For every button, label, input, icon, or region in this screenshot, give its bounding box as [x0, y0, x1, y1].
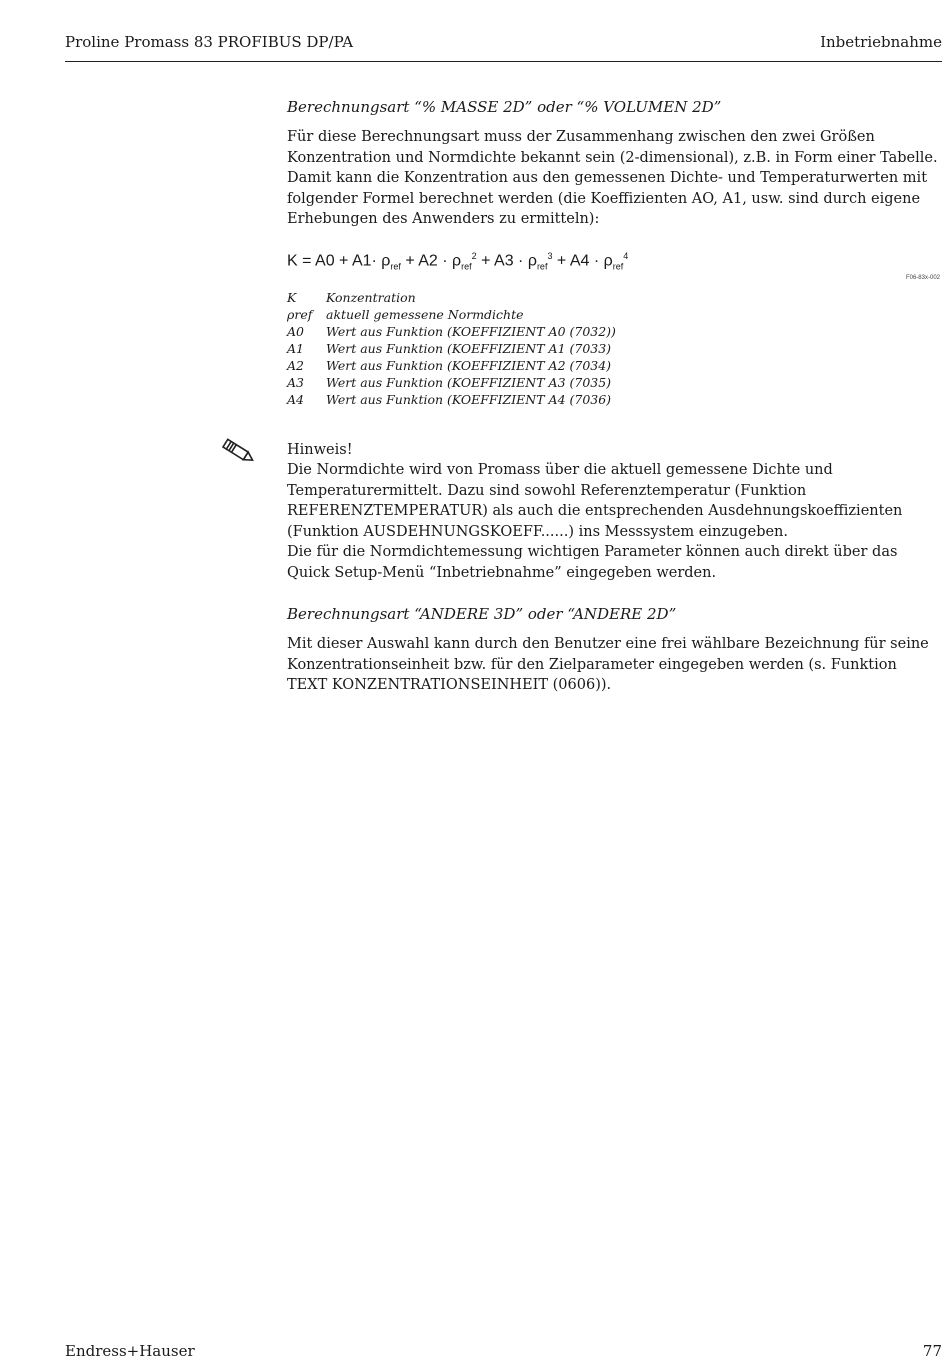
legend-text: Wert aus Funktion (KOEFFIZIENT A3 (7035) [326, 374, 612, 390]
legend-symbol: K [287, 289, 297, 305]
section-paragraph-andere: Mit dieser Auswahl kann durch den Benutzer eine frei wählbare Bezeichnung für seine Konzentrationseinheit bzw. für den Zielparameter eingegeben werden (s. Funktion TEXT KONZENTRATIONSEINHEIT (0606)). [287, 636, 929, 693]
legend-row [287, 340, 940, 357]
legend-row [287, 306, 940, 323]
concentration-formula [287, 251, 628, 272]
legend-row [287, 374, 940, 391]
legend-row [287, 357, 940, 374]
legend-row [287, 391, 940, 408]
section-heading-andere: Berechnungsart “ANDERE 3D” oder “ANDERE 2D” [287, 605, 677, 623]
figure-reference: F06-83x-002 [905, 274, 940, 281]
legend-text: Wert aus Funktion (KOEFFIZIENT A0 (7032)) [326, 323, 616, 339]
formula-sub-4: ref [612, 261, 624, 272]
legend-symbol: A0 [287, 323, 304, 339]
legend-text: Wert aus Funktion (KOEFFIZIENT A4 (7036) [326, 391, 612, 407]
note-text-2: Die für die Normdichtemessung wichtigen Parameter können auch direkt über das Quick Setup-Menü “Inbetriebnahme” eingegeben werden. [287, 544, 898, 581]
formula-sub-1: ref [390, 261, 401, 272]
section-heading-2d: Berechnungsart “% MASSE 2D” oder “% VOLUMEN 2D” [287, 98, 722, 116]
note-title: Hinweis! [287, 441, 353, 458]
header-chapter-title: Inbetriebnahme [820, 33, 942, 51]
legend-text: Wert aus Funktion (KOEFFIZIENT A1 (7033) [326, 340, 612, 356]
legend-text: Konzentration [326, 289, 416, 305]
formula-term-a3: + A3 · ρ [476, 251, 537, 269]
formula-sub-3: ref [536, 261, 548, 272]
note-block [287, 440, 940, 584]
legend-symbol: A2 [287, 357, 304, 373]
legend-symbol: A3 [287, 374, 304, 390]
footer-brand: Endress+Hauser [65, 1342, 195, 1360]
formula-term-a2: + A2 · ρ [400, 251, 462, 269]
legend-row [287, 323, 940, 340]
page-footer [65, 1342, 942, 1362]
header-product-title: Proline Promass 83 PROFIBUS DP/PA [65, 33, 354, 51]
formula-term-a4: + A4 · ρ [552, 251, 613, 269]
pencil-icon [217, 436, 257, 466]
formula-sub-2: ref [461, 261, 472, 272]
section-paragraph-2d: Für diese Berechnungsart muss der Zusammenhang zwischen den zwei Größen Konzentration und Normdichte bekannt sein (2-dimensional), z.B. in Form einer Tabelle. Damit kann die Konzentration aus den gemessenen Dichte- und Temperaturwerten mit folgender Formel berechnet werden (die Koeffizienten AO, A1, usw. sind durch eigene Erhebungen des Anwenders zu ermitteln): [287, 129, 938, 227]
legend-row [287, 289, 940, 306]
page-header [65, 33, 942, 62]
formula-exp-2: 2 [471, 250, 477, 261]
formula-term-a1: K = A0 + A1· ρ [287, 251, 391, 269]
section-spacer [287, 583, 940, 603]
legend-text: aktuell gemessene Normdichte [326, 306, 524, 322]
legend-symbol: ρref [287, 306, 313, 322]
main-content [287, 96, 940, 696]
legend-symbol: A1 [287, 340, 304, 356]
formula-block [287, 251, 940, 285]
page-number: 77 [922, 1342, 942, 1360]
legend-text: Wert aus Funktion (KOEFFIZIENT A2 (7034) [326, 357, 612, 373]
legend-symbol: A4 [287, 391, 304, 407]
formula-exp-4: 4 [623, 250, 629, 261]
note-text-1: Die Normdichte wird von Promass über die aktuell gemessene Dichte und Temperaturermittelt. Dazu sind sowohl Referenztemperatur (Funktion REFERENZTEMPERATUR) als auch die entsprechenden Ausdehnungskoeffizienten (Funktion AUSDEHNUNGSKOEFF......) ins Messsystem einzugeben. [287, 462, 903, 540]
formula-exp-3: 3 [547, 250, 553, 261]
formula-legend [287, 289, 940, 408]
